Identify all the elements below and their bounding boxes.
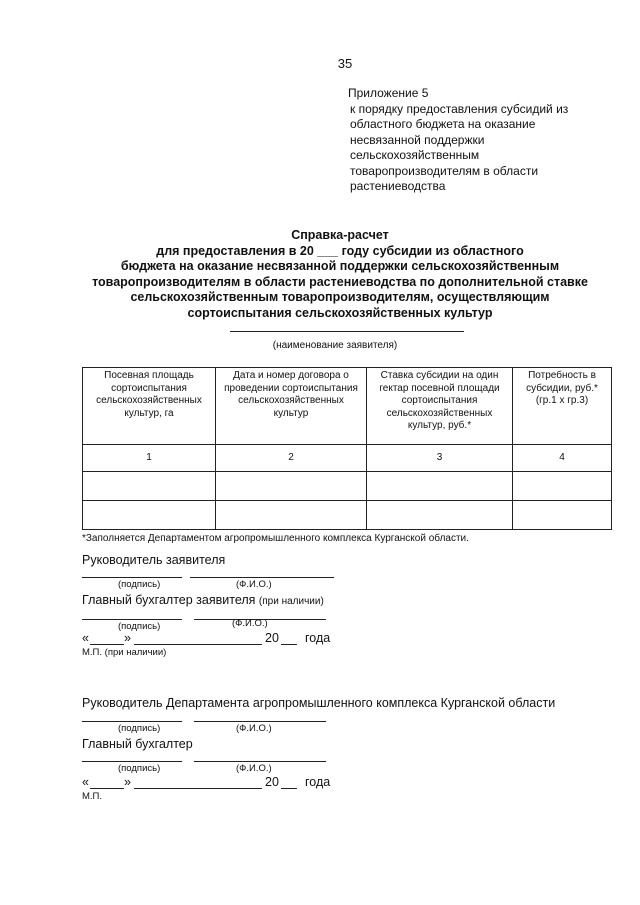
date-month-field[interactable] xyxy=(134,644,262,645)
title-line: сортоиспытания сельскохозяйственных культур xyxy=(187,305,493,320)
date-year-field[interactable] xyxy=(281,644,297,645)
name-caption: (Ф.И.О.) xyxy=(236,763,272,774)
header-cell: Ставка субсидии на один гектар посевной площади сортоиспытания сельскохозяйственных культур, руб.* xyxy=(367,368,513,445)
table-cell[interactable] xyxy=(216,501,367,530)
stamp-label: М.П. (при наличии) xyxy=(82,647,167,658)
date-day-field[interactable] xyxy=(90,644,124,645)
department-accountant-label: Главный бухгалтер xyxy=(82,737,193,751)
appendix-line: областного бюджета на оказание xyxy=(350,117,536,131)
table-cell[interactable] xyxy=(216,472,367,501)
table-header-row xyxy=(83,368,612,445)
title-line: для предоставления в 20 ___ году субсидии из областного xyxy=(156,243,524,258)
table-cell[interactable] xyxy=(83,472,216,501)
appendix-line: несвязанной поддержки xyxy=(350,132,485,147)
applicant-name-line[interactable] xyxy=(230,331,464,332)
table-cell[interactable] xyxy=(367,501,513,530)
date-quote-close: » xyxy=(124,775,131,789)
column-number: 3 xyxy=(367,445,513,472)
table-cell[interactable] xyxy=(513,472,612,501)
appendix-line: товаропроизводителям в области xyxy=(350,163,539,178)
signature-caption: (подпись) xyxy=(118,763,161,774)
appendix-line: растениеводства xyxy=(350,179,446,193)
name-caption: (Ф.И.О.) xyxy=(232,618,268,629)
column-number: 4 xyxy=(513,445,612,472)
table-row xyxy=(83,472,612,501)
stamp-label: М.П. xyxy=(82,791,103,802)
date-quote-open: « xyxy=(82,775,89,789)
accountant-note: (при наличии) xyxy=(258,596,324,607)
table-number-row xyxy=(83,445,612,472)
department-name-field[interactable] xyxy=(194,721,326,722)
column-number: 2 xyxy=(216,445,367,472)
table-cell[interactable] xyxy=(513,501,612,530)
calculation-table xyxy=(82,367,612,530)
year-prefix: 20 xyxy=(265,775,279,789)
applicant-name-field[interactable] xyxy=(190,577,334,578)
footnote: *Заполняется Департаментом агропромышленного комплекса Курганской области. xyxy=(82,533,469,544)
document-title xyxy=(60,228,620,322)
appendix-header xyxy=(350,86,590,195)
date-quote-open: « xyxy=(82,631,89,645)
signature-caption: (подпись) xyxy=(118,621,161,632)
table-row xyxy=(83,501,612,530)
appendix-heading: Приложение 5 xyxy=(348,86,429,100)
signature-caption: (подпись) xyxy=(118,723,161,734)
department-accountant-signature-line[interactable] xyxy=(82,761,182,762)
year-word: года xyxy=(305,631,331,645)
applicant-signature-line[interactable] xyxy=(82,577,182,578)
year-prefix: 20 xyxy=(265,631,279,645)
date-quote-close: » xyxy=(124,631,131,645)
appendix-line: к порядку предоставления субсидий из xyxy=(350,101,569,116)
date-day-field[interactable] xyxy=(90,788,124,789)
applicant-head-label: Руководитель заявителя xyxy=(82,553,226,567)
name-caption: (Ф.И.О.) xyxy=(236,579,272,590)
page-number: 35 xyxy=(337,56,353,71)
accountant-signature-line[interactable] xyxy=(82,619,182,620)
table-cell[interactable] xyxy=(367,472,513,501)
department-signature-line[interactable] xyxy=(82,721,182,722)
title-line: сельскохозяйственным товаропроизводителям, осуществляющим xyxy=(130,290,550,305)
appendix-line: сельскохозяйственным xyxy=(350,148,480,162)
table-cell[interactable] xyxy=(83,501,216,530)
title-line: товаропроизводителям в области растениеводства по дополнительной ставке xyxy=(92,274,588,289)
signature-caption: (подпись) xyxy=(118,579,161,590)
year-word: года xyxy=(305,775,331,789)
title-line: Справка-расчет xyxy=(291,228,389,242)
name-caption: (Ф.И.О.) xyxy=(236,723,272,734)
applicant-caption: (наименование заявителя) xyxy=(272,340,398,351)
department-accountant-name-field[interactable] xyxy=(194,761,326,762)
header-cell: Потребность в субсидии, руб.* (гр.1 х гр.3) xyxy=(513,368,612,445)
department-head-label: Руководитель Департамента агропромышленного комплекса Курганской области xyxy=(82,696,556,710)
date-year-field[interactable] xyxy=(281,788,297,789)
column-number: 1 xyxy=(83,445,216,472)
header-cell: Дата и номер договора о проведении сортоиспытания сельскохозяйственных культур xyxy=(216,368,367,445)
header-cell: Посевная площадь сортоиспытания сельскохозяйственных культур, га xyxy=(83,368,216,445)
applicant-accountant-label: Главный бухгалтер заявителя (при наличии) xyxy=(82,593,324,607)
title-line: бюджета на оказание несвязанной поддержки сельскохозяйственным xyxy=(120,259,560,274)
date-month-field[interactable] xyxy=(134,788,262,789)
